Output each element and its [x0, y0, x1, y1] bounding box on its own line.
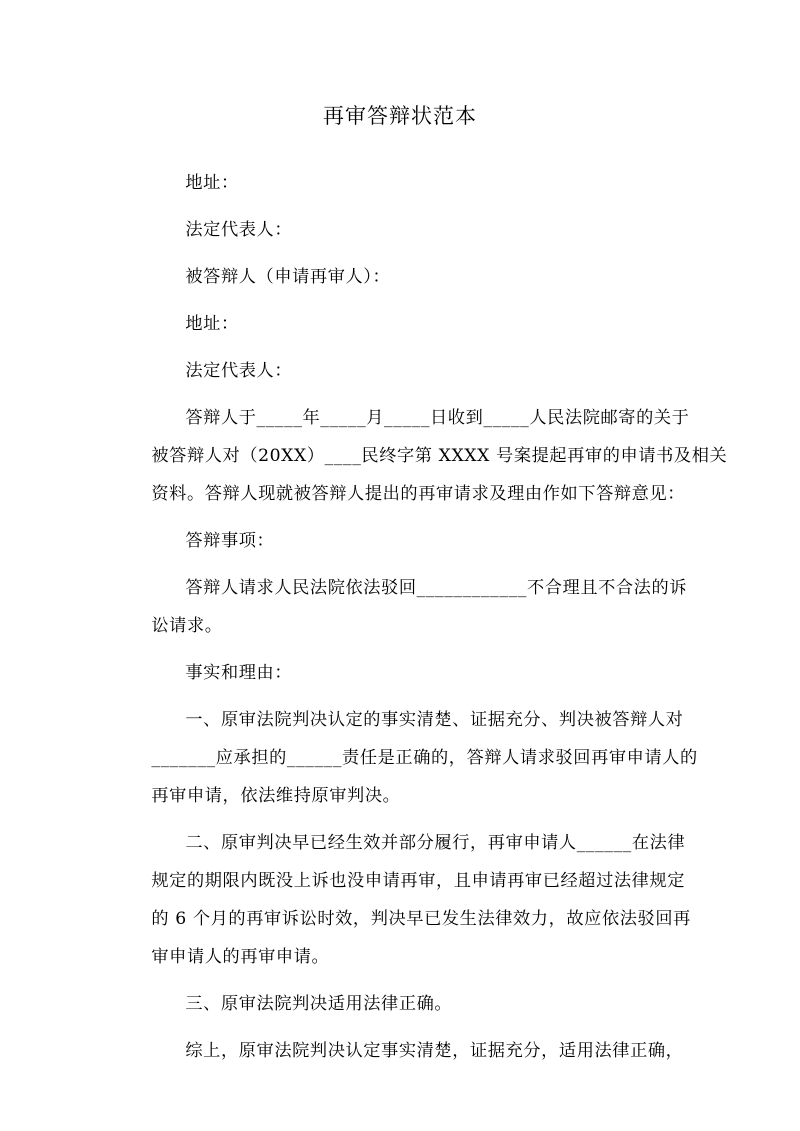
paragraph-defendant-representative [117, 211, 687, 249]
text-line: 讼请求。 [151, 616, 223, 636]
text-line: 法定代表人： [185, 361, 293, 381]
paragraph-respondent-address [117, 305, 687, 343]
paragraph-reason-one [117, 701, 698, 815]
paragraph-respondent [117, 258, 687, 296]
text-line: 答辩人于_____年_____月_____日收到_____人民法院邮寄的关于 [185, 408, 690, 428]
paragraph-respondent-representative [117, 352, 687, 390]
text-line: 事实和理由： [185, 663, 293, 683]
paragraph-defense-request [117, 569, 687, 645]
text-line: 的 6 个月的再审诉讼时效，判决早已发生法律效力，故应依法驳回再 [151, 909, 691, 929]
text-line: 地址： [185, 314, 239, 334]
paragraph-defense-items-heading [117, 522, 687, 560]
paragraph-defendant-address [117, 164, 687, 202]
text-line: 综上，原审法院判决认定事实清楚，证据充分，适用法律正确， [185, 1041, 684, 1061]
document-body [117, 164, 728, 1079]
text-line: 法定代表人： [185, 220, 293, 240]
document-title: 再审答辩状范本 [323, 104, 477, 128]
paragraph-reason-two [117, 824, 691, 976]
text-line: 被答辩人（申请再审人）： [185, 267, 391, 287]
text-line: 再审申请，依法维持原审判决。 [151, 786, 401, 806]
text-line: 被答辩人对（20XX）____民终字第 XXXX 号案提起再审的申请书及相关 [151, 446, 728, 466]
text-line: 资料。答辩人现就被答辩人提出的再审请求及理由作如下答辩意见： [151, 484, 686, 504]
text-line: 地址： [185, 173, 239, 193]
text-line: 答辩人请求人民法院依法驳回____________不合理且不合法的诉 [185, 578, 688, 598]
text-line: 一、原审法院判决认定的事实清楚、证据充分、判决被答辩人对 [185, 710, 684, 730]
text-line: _______应承担的______责任是正确的，答辩人请求驳回再审申请人的 [151, 748, 698, 768]
paragraph-conclusion [117, 1032, 687, 1070]
text-line: 审申请人的再审申请。 [151, 947, 330, 967]
paragraph-reason-three [117, 985, 687, 1023]
text-line: 二、原审判决早已经生效并部分履行，再审申请人______在法律 [185, 833, 686, 853]
text-line: 三、原审法院判决适用法律正确。 [185, 994, 453, 1014]
paragraph-receipt-statement [117, 399, 728, 513]
paragraph-facts-heading [117, 654, 687, 692]
text-line: 规定的期限内既没上诉也没申请再审，且申请再审已经超过法律规定 [151, 871, 686, 891]
text-line: 答辩事项： [185, 531, 275, 551]
